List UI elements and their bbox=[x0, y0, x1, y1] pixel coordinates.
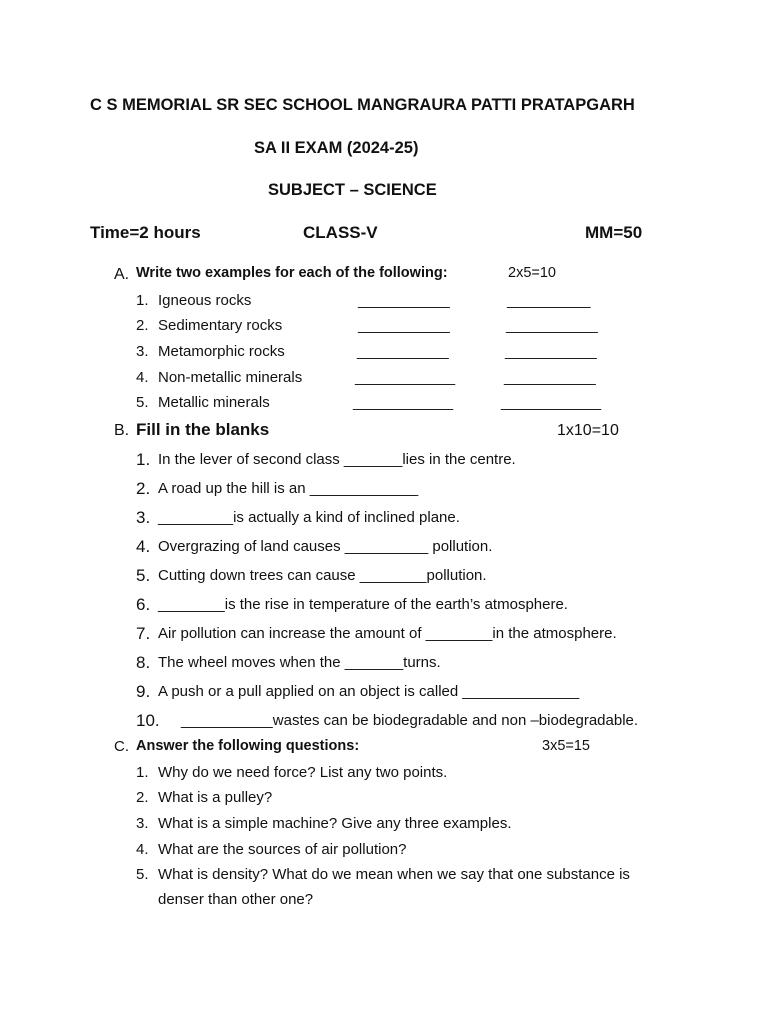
section-a-title: Write two examples for each of the following: bbox=[136, 265, 448, 281]
section-b-item-text: In the lever of second class _______lies in the centre. bbox=[158, 451, 516, 468]
section-b-item-text: Air pollution can increase the amount of ________in the atmosphere. bbox=[158, 625, 617, 642]
section-b-item-text: The wheel moves when the _______turns. bbox=[158, 654, 441, 671]
section-c-marks: 3x5=15 bbox=[542, 738, 590, 754]
section-c-item-number: 4. bbox=[136, 841, 149, 858]
section-b-title: Fill in the blanks bbox=[136, 420, 270, 439]
section-a-marks: 2x5=10 bbox=[508, 265, 556, 281]
section-c-letter: C. bbox=[114, 738, 129, 755]
section-c-item-number: 3. bbox=[136, 815, 149, 832]
section-a-item-text: Metamorphic rocks bbox=[158, 343, 285, 360]
section-a-item-text: Igneous rocks bbox=[158, 292, 252, 309]
section-b-item-text: A push or a pull applied on an object is called ______________ bbox=[158, 683, 580, 700]
section-b-item-number: 6. bbox=[136, 595, 151, 614]
section-b-item-number: 1. bbox=[136, 450, 151, 469]
section-c-item-text: What is a pulley? bbox=[158, 789, 273, 806]
section-b-marks: 1x10=10 bbox=[557, 422, 619, 439]
section-a-item-number: 1. bbox=[136, 292, 149, 309]
answer-blank: ____________ bbox=[353, 394, 454, 411]
section-b-item-text: ________is the rise in temperature of the earth’s atmosphere. bbox=[158, 596, 568, 613]
section-a-item-number: 4. bbox=[136, 369, 149, 386]
answer-blank: ___________ bbox=[357, 343, 449, 360]
section-a-item-number: 2. bbox=[136, 317, 149, 334]
section-c-item-number: 5. bbox=[136, 866, 149, 883]
exam-title: SA II EXAM (2024-25) bbox=[254, 139, 419, 157]
section-b-item-number: 5. bbox=[136, 566, 151, 585]
answer-blank: ___________ bbox=[505, 343, 597, 360]
section-c-item-number: 1. bbox=[136, 764, 149, 781]
section-a-item-text: Sedimentary rocks bbox=[158, 317, 283, 334]
section-b-item-text: A road up the hill is an _____________ bbox=[158, 480, 419, 497]
answer-blank: ____________ bbox=[501, 394, 602, 411]
time-label: Time=2 hours bbox=[90, 223, 201, 242]
school-name: C S MEMORIAL SR SEC SCHOOL MANGRAURA PATTI PRATAPGARH bbox=[90, 96, 635, 114]
section-a-item-text: Non-metallic minerals bbox=[158, 369, 303, 386]
section-c-item-text: What are the sources of air pollution? bbox=[158, 841, 407, 858]
answer-blank: ___________ bbox=[504, 369, 596, 386]
section-c-item-text: What is a simple machine? Give any three examples. bbox=[158, 815, 512, 832]
section-b-item-number: 2. bbox=[136, 479, 151, 498]
section-a-item-number: 3. bbox=[136, 343, 149, 360]
answer-blank: __________ bbox=[507, 292, 591, 309]
section-c-item-number: 2. bbox=[136, 789, 149, 806]
section-a-item-text: Metallic minerals bbox=[158, 394, 270, 411]
answer-blank: ____________ bbox=[355, 369, 456, 386]
answer-blank: ___________ bbox=[506, 317, 598, 334]
section-b-item-text: Cutting down trees can cause ________pollution. bbox=[158, 567, 487, 584]
section-b-item-number: 3. bbox=[136, 508, 151, 527]
section-b-item-text: _________is actually a kind of inclined plane. bbox=[158, 509, 460, 526]
section-b-item-number: 7. bbox=[136, 624, 151, 643]
max-marks-label: MM=50 bbox=[585, 223, 643, 242]
answer-blank: ___________ bbox=[358, 317, 450, 334]
section-c-title: Answer the following questions: bbox=[136, 738, 360, 754]
section-b-item-text: Overgrazing of land causes __________ pollution. bbox=[158, 538, 493, 555]
answer-blank: ___________ bbox=[358, 292, 450, 309]
section-b-item-text: ___________wastes can be biodegradable and non –biodegradable. bbox=[181, 712, 639, 729]
section-b-item-number: 10. bbox=[136, 711, 160, 730]
section-c-item-text: What is density? What do we mean when we say that one substance is bbox=[158, 866, 630, 883]
section-a-letter: A. bbox=[114, 266, 130, 283]
section-b-item-number: 4. bbox=[136, 537, 151, 556]
class-label: CLASS-V bbox=[303, 223, 378, 242]
section-a-item-number: 5. bbox=[136, 394, 149, 411]
section-b-letter: B. bbox=[114, 422, 130, 439]
section-b-item-number: 9. bbox=[136, 682, 151, 701]
section-b-item-number: 8. bbox=[136, 653, 151, 672]
section-c-item-text-continued: denser than other one? bbox=[158, 891, 314, 908]
subject-title: SUBJECT – SCIENCE bbox=[268, 181, 437, 199]
section-c-item-text: Why do we need force? List any two points. bbox=[158, 764, 448, 781]
